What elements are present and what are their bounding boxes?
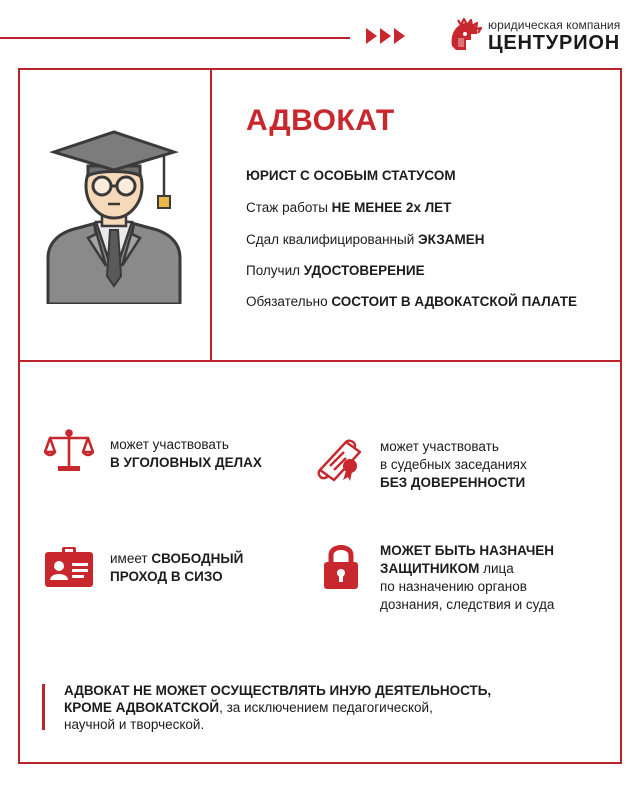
restriction-note: АДВОКАТ НЕ МОЖЕТ ОСУЩЕСТВЛЯТЬ ИНУЮ ДЕЯТЕЛЬНОСТЬ, КРОМЕ АДВОКАТСКОЙ, за исключением педагогической, научной и творческой. xyxy=(64,683,492,732)
company-subtitle: юридическая компания xyxy=(488,18,621,32)
arrows-decoration xyxy=(366,28,405,44)
feature-free-access: имеет СВОБОДНЫЙ ПРОХОД В СИЗО xyxy=(110,551,244,584)
fact-status: ЮРИСТ С ОСОБЫМ СТАТУСОМ xyxy=(246,168,456,183)
header-divider-line xyxy=(0,37,350,39)
lawyer-graduate-icon xyxy=(44,126,184,304)
feature-criminal-cases: может участвовать В УГОЛОВНЫХ ДЕЛАХ xyxy=(110,437,262,470)
card-horizontal-divider xyxy=(20,360,620,362)
note-accent-bar xyxy=(42,684,45,730)
padlock-icon xyxy=(322,542,360,590)
feature-appointed-defender: МОЖЕТ БЫТЬ НАЗНАЧЕН ЗАЩИТНИКОМ лица по назначению органов дознания, следствия и суда xyxy=(380,543,555,612)
feature-no-power-of-attorney: может участвовать в судебных заседаниях БЕЗ ДОВЕРЕННОСТИ xyxy=(380,439,527,490)
company-name: ЦЕНТУРИОН xyxy=(488,32,620,54)
fact-experience: Стаж работы НЕ МЕНЕЕ 2х ЛЕТ xyxy=(246,200,452,215)
fact-exam: Сдал квалифицированный ЭКЗАМЕН xyxy=(246,232,485,247)
fact-certificate: Получил УДОСТОВЕРЕНИЕ xyxy=(246,263,425,278)
card-vertical-divider xyxy=(210,70,212,360)
id-card-icon xyxy=(44,546,94,588)
centurion-helmet-logo xyxy=(444,16,484,56)
fact-chamber: Обязательно СОСТОИТ В АДВОКАТСКОЙ ПАЛАТЕ xyxy=(246,294,578,309)
scroll-seal-icon xyxy=(316,436,366,482)
scales-icon xyxy=(44,428,94,474)
profile-title: АДВОКАТ xyxy=(246,104,395,137)
